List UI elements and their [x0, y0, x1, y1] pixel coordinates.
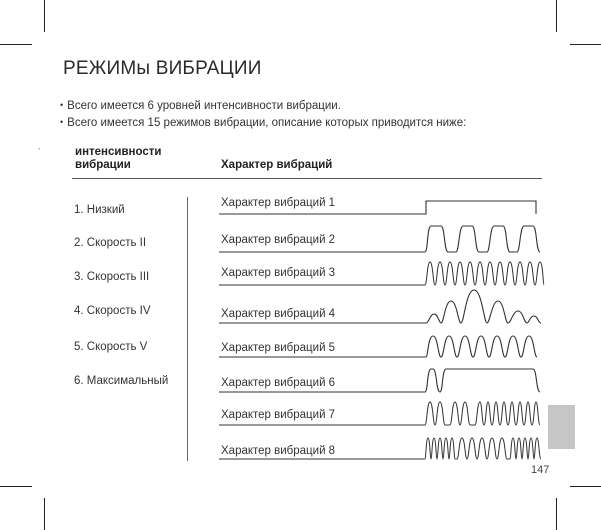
pattern-label: Характер вибраций 2	[221, 234, 336, 246]
page-title: РЕЖИМы ВИБРАЦИИ	[63, 58, 262, 79]
crop-mark	[0, 44, 32, 45]
level-item: 5. Скорость V	[74, 341, 148, 353]
crop-mark	[44, 498, 45, 530]
intensity-column-header: интенсивности вибрации	[75, 146, 162, 171]
pattern-label: Характер вибраций 5	[221, 342, 336, 354]
pattern-waveform	[219, 221, 545, 255]
crop-mark	[570, 44, 601, 45]
crop-mark	[0, 486, 32, 487]
pattern-waveform	[219, 286, 545, 326]
pattern-column-header: Характер вибраций	[221, 159, 333, 171]
pattern-label: Характер вибраций 7	[221, 409, 336, 421]
pattern-label: Характер вибраций 1	[221, 197, 336, 209]
level-item: 2. Скорость II	[74, 237, 147, 249]
crop-mark	[556, 498, 557, 530]
pattern-waveform	[219, 363, 545, 395]
pattern-waveform	[219, 396, 545, 428]
bullet-list	[60, 98, 466, 132]
bullet-item: • Всего имеется 15 режимов вибрации, описание которых приводится ниже:	[60, 117, 467, 129]
level-item: 4. Скорость IV	[74, 305, 151, 317]
tick-mark: ˋ	[38, 147, 41, 157]
page-number: 147	[531, 464, 550, 476]
pattern-waveform	[219, 432, 545, 462]
pattern-waveform	[219, 256, 545, 288]
level-item: 1. Низкий	[74, 204, 125, 216]
crop-mark	[44, 0, 45, 32]
header-divider	[72, 178, 542, 179]
level-item: 3. Скорость III	[74, 271, 150, 283]
pattern-waveform	[219, 195, 545, 217]
level-item: 6. Максимальный	[74, 375, 169, 387]
bullet-icon: •	[60, 100, 64, 110]
crop-mark	[570, 486, 601, 487]
pattern-label: Характер вибраций 6	[221, 377, 336, 389]
bullet-icon: •	[60, 117, 64, 127]
pattern-label: Характер вибраций 8	[221, 445, 336, 457]
column-divider	[187, 197, 188, 461]
pattern-label: Характер вибраций 4	[221, 308, 336, 320]
crop-mark	[556, 0, 557, 32]
bullet-item: • Всего имеется 6 уровней интенсивности вибрации.	[60, 100, 341, 112]
section-tab	[548, 405, 575, 449]
pattern-waveform	[219, 330, 545, 360]
pattern-label: Характер вибраций 3	[221, 267, 336, 279]
